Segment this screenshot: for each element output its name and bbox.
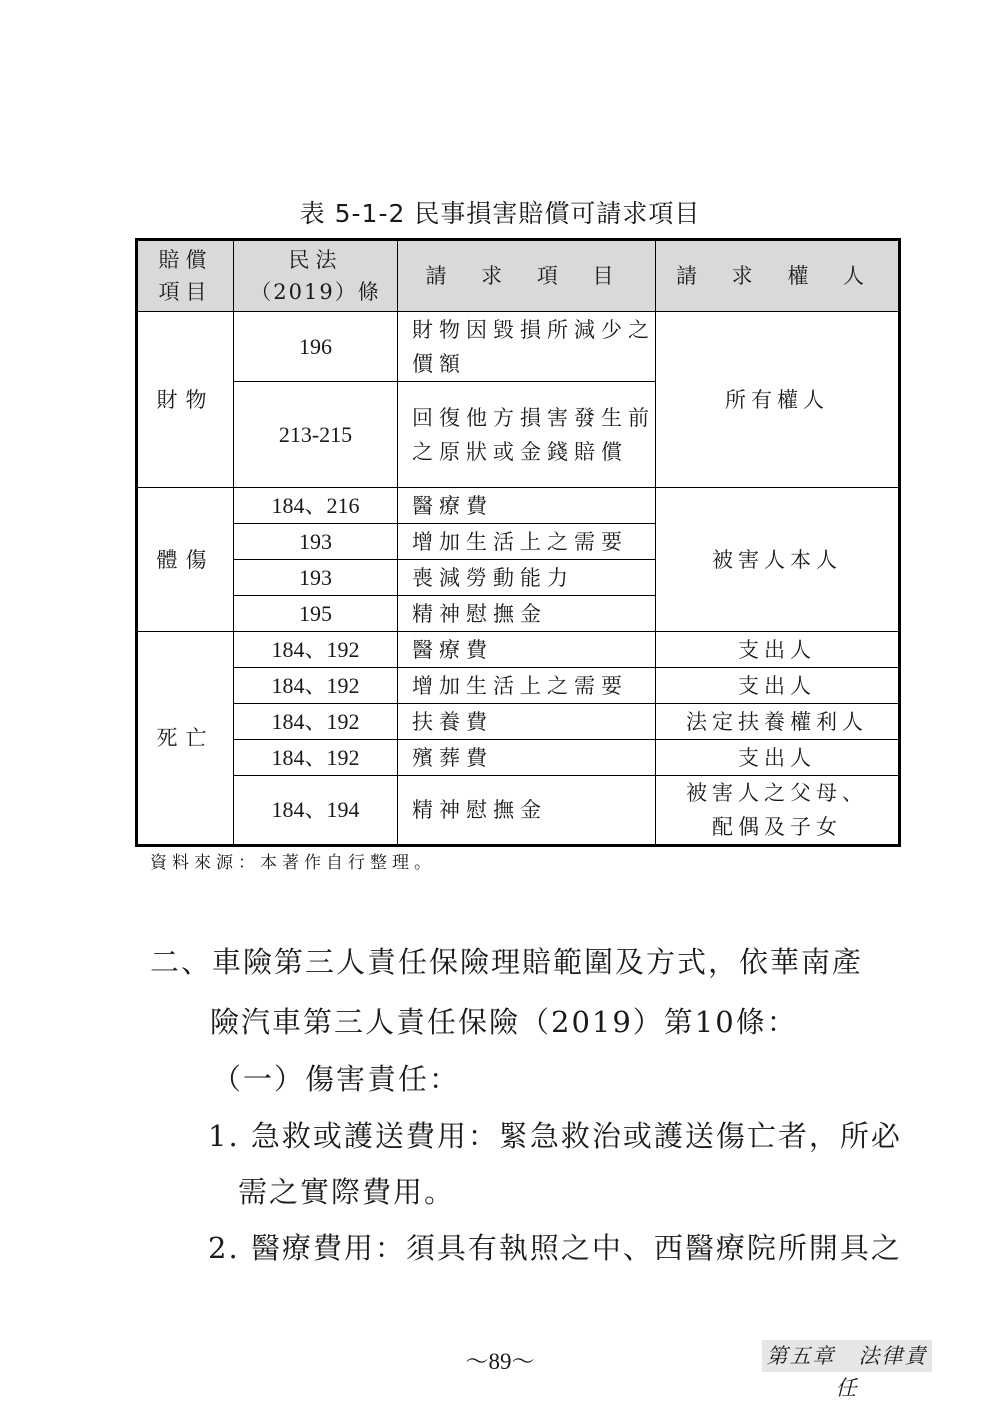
table-row: [137, 704, 900, 740]
claim-cell: 喪減勞動能力: [398, 560, 656, 596]
claimant-cell: 支出人: [656, 632, 900, 668]
header-claim: 請 求 項 目: [398, 240, 656, 312]
section-heading-line2: 險汽車第三人責任保險（2019）第10條：: [210, 1005, 798, 1039]
claim-cell: 增加生活上之需要: [398, 524, 656, 560]
law-cell: 184、194: [234, 776, 398, 846]
table-row: [137, 776, 900, 846]
claim-cell: 回復他方損害發生前之原狀或金錢賠償: [398, 382, 656, 488]
page-number: ～89～: [465, 1349, 535, 1374]
table-caption: 表 5-1-2 民事損害賠償可請求項目: [299, 199, 701, 228]
damages-table: [135, 238, 901, 847]
claim-cell: 醫療費: [398, 488, 656, 524]
header-claimant: 請 求 權 人: [656, 240, 900, 312]
law-cell: 213-215: [234, 382, 398, 488]
chapter-label: 第五章 法律責任: [762, 1340, 932, 1372]
law-cell: 195: [234, 596, 398, 632]
claim-cell: 增加生活上之需要: [398, 668, 656, 704]
table-row: [137, 312, 900, 382]
law-cell: 193: [234, 524, 398, 560]
table-row: [137, 740, 900, 776]
header-item: 賠償 項目: [137, 240, 234, 312]
category-death: 死亡: [137, 632, 234, 846]
header-law: 民法 （2019）條: [234, 240, 398, 312]
claim-cell: 財物因毀損所減少之價額: [398, 312, 656, 382]
claimant-property: 所有權人: [656, 312, 900, 488]
claim-cell: 醫療費: [398, 632, 656, 668]
law-cell: 196: [234, 312, 398, 382]
claimant-cell: 法定扶養權利人: [656, 704, 900, 740]
claimant-cell: 被害人之父母、 配偶及子女: [656, 776, 900, 846]
table-row: [137, 488, 900, 524]
claim-cell: 精神慰撫金: [398, 776, 656, 846]
category-property: 財物: [137, 312, 234, 488]
table-row: [137, 668, 900, 704]
item1-line2: 需之實際費用。: [238, 1175, 456, 1209]
table-source-note: 資料來源：本著作自行整理。: [150, 853, 436, 873]
claimant-cell: 支出人: [656, 668, 900, 704]
item1-line1: 1. 急救或護送費用：緊急救治或護送傷亡者，所必: [208, 1119, 902, 1153]
law-cell: 193: [234, 560, 398, 596]
law-cell: 184、192: [234, 704, 398, 740]
table-row: [137, 632, 900, 668]
claimant-cell: 支出人: [656, 740, 900, 776]
law-cell: 184、192: [234, 668, 398, 704]
table-header-row: [137, 240, 900, 312]
claim-cell: 精神慰撫金: [398, 596, 656, 632]
claim-cell: 扶養費: [398, 704, 656, 740]
law-cell: 184、216: [234, 488, 398, 524]
item2-line1: 2. 醫療費用：須具有執照之中、西醫療院所開具之: [208, 1231, 902, 1265]
category-injury: 體傷: [137, 488, 234, 632]
law-cell: 184、192: [234, 632, 398, 668]
claimant-injury: 被害人本人: [656, 488, 900, 632]
subsection-heading: （一）傷害責任：: [212, 1062, 461, 1096]
claim-cell: 殯葬費: [398, 740, 656, 776]
section-heading-line1: 二、車險第三人責任保險理賠範圍及方式，依華南產: [150, 945, 864, 979]
law-cell: 184、192: [234, 740, 398, 776]
